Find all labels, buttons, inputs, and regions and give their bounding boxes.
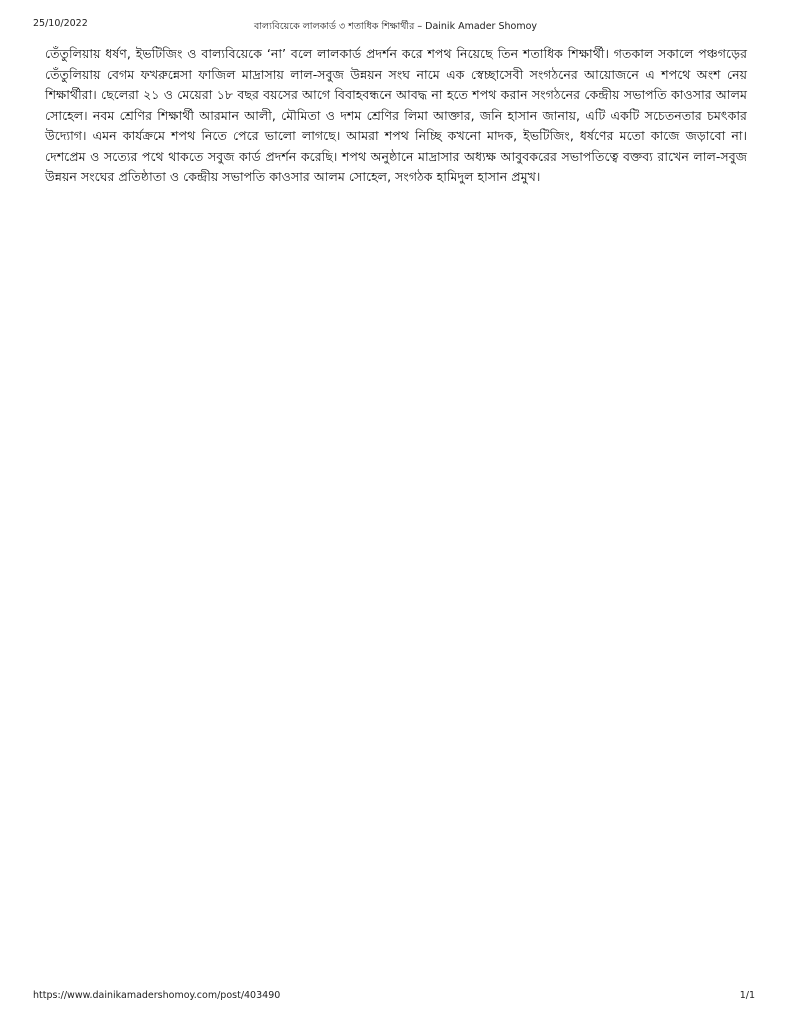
document-title: বাল্যবিয়েকে লালকার্ড ৩ শতাধিক শিক্ষার্থীর – Dainik Amader Shomoy xyxy=(253,21,538,32)
article-paragraph: তেঁতুলিয়ায় ধর্ষণ, ইভটিজিং ও বাল্যবিয়েকে ‘না’ বলে লালকার্ড প্রদর্শন করে শপথ নিয়েছে তিন শতাধিক শিক্ষার্থী। গতকাল সকালে পঞ্চগড়ের তেঁতুলিয়ায় বেগম ফখরুন্নেসা ফাজিল মাদ্রাসায় লাল-সবুজ উন্নয়ন সংঘ নামে এক স্বেচ্ছাসেবী সংগঠনের আয়োজনে এ শপথে অংশ নেয় শিক্ষার্থীরা। ছেলেরা ২১ ও মেয়েরা ১৮ বছর বয়সের আগে বিবাহবন্ধনে আবদ্ধ না হতে শপথ করান সংগঠনের কেন্দ্রীয় সভাপতি কাওসার আলম সোহেল। নবম শ্রেণির শিক্ষার্থী আরমান আলী, মৌমিতা ও দশম শ্রেণির লিমা আক্তার, জনি হাসান জানায়, এটি একটি সচেতনতার চমৎকার উদ্যোগ। এমন কার্যক্রমে শপথ নিতে পেরে ভালো লাগছে। আমরা শপথ নিচ্ছি কখনো মাদক, ইভটিজিং, ধর্ষণের মতো কাজে জড়াবো না। দেশপ্রেম ও সত্যের পথে থাকতে সবুজ কার্ড প্রদর্শন করেছি। শপথ অনুষ্ঠানে মাদ্রাসার অধ্যক্ষ আবুবকরের সভাপতিত্বে বক্তব্য রাখেন লাল-সবুজ উন্নয়ন সংঘের প্রতিষ্ঠাতা ও কেন্দ্রীয় সভাপতি কাওসার আলম সোহেল, সংগঠক হামিদুল হাসান প্রমুখ। xyxy=(45,46,747,184)
page-number: 1/1 xyxy=(739,990,755,1001)
print-header xyxy=(33,18,758,36)
page-url: https://www.dainikamadershomoy.com/post/403490 xyxy=(33,990,281,1001)
print-footer xyxy=(33,990,755,1004)
article-body xyxy=(45,44,747,188)
print-date: 25/10/2022 xyxy=(33,18,88,29)
